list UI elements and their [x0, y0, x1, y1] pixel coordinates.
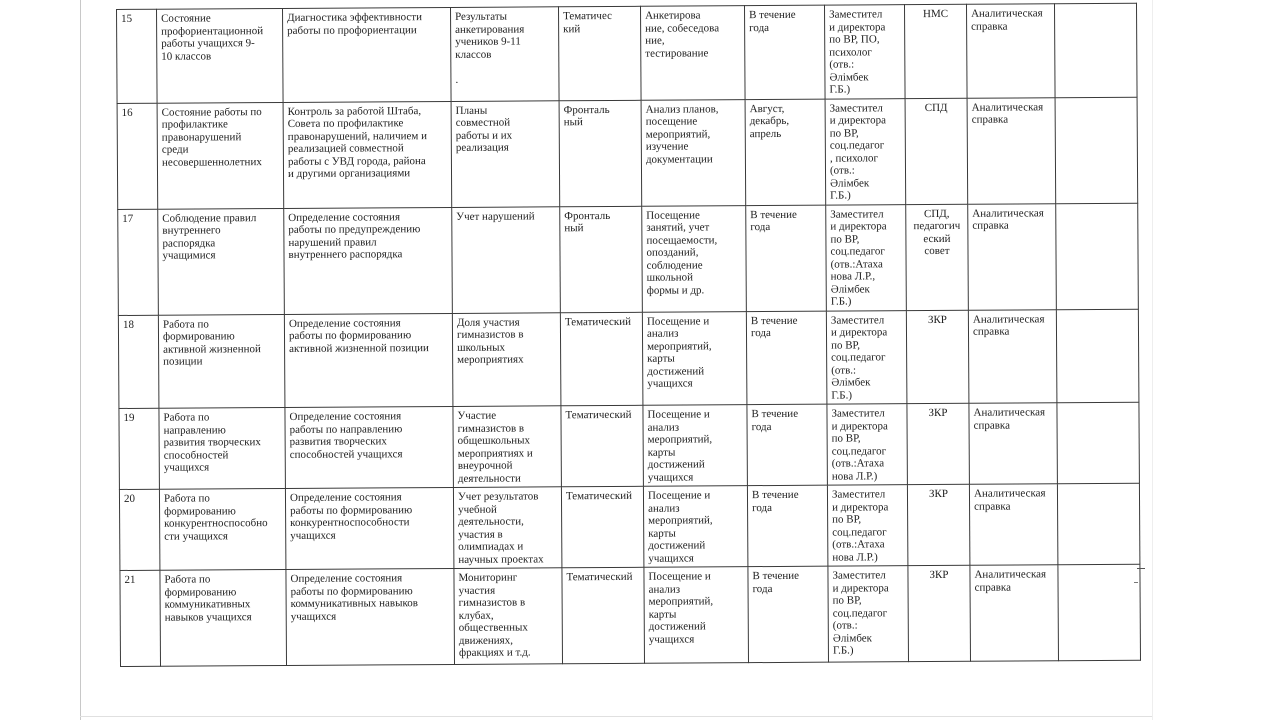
table-body [117, 3, 1141, 666]
row-number: 17 [118, 209, 159, 315]
review-place: СПД, педагогич еский совет [906, 204, 969, 310]
control-note [1058, 564, 1141, 660]
control-timing: Август, декабрь, апрель [745, 99, 826, 205]
table-row [118, 309, 1139, 409]
control-object: Доля участия гимназистов в школьных мероприятиях [452, 312, 561, 406]
control-result: Аналитическая справка [970, 565, 1059, 662]
control-note [1057, 402, 1139, 483]
control-note [1055, 97, 1138, 203]
control-object: Учет нарушений [452, 206, 561, 313]
control-methods: Посещение и анализ мероприятий, карты достижений учащихся [642, 311, 747, 405]
control-note [1057, 483, 1139, 564]
control-methods: Посещение занятий, учет посещаемости, опозданий, соблюдение школьной формы и др. [642, 205, 747, 312]
control-timing: В течение года [746, 311, 827, 405]
control-type: Фронталь ный [560, 206, 643, 312]
control-result: Аналитическая справка [968, 309, 1057, 403]
control-methods: Посещение и анализ мероприятий, карты достижений учащихся [643, 486, 747, 568]
control-responsible: Заместител и директора по ВР, ПО, психолог (отв.: Әлімбек Г.Б.) [824, 5, 905, 99]
control-object: Учет результатов учебной деятельности, участия в олимпиадах и научных проектах [453, 487, 561, 569]
table-row [119, 483, 1139, 570]
control-responsible: Заместител и директора по ВР, соц.педагог , психолог (отв.: Әлімбек Г.Б.) [825, 98, 906, 204]
control-result: Аналитическая справка [967, 97, 1056, 204]
control-note [1056, 203, 1139, 309]
control-subject: Работа по направлению развития творческих способностей учащихся [159, 407, 285, 489]
review-place: ЗКР [907, 403, 969, 484]
control-goal: Определение состояния работы по предупреждению нарушений правил внутреннего распорядка [284, 207, 453, 314]
control-type: Тематический [561, 486, 643, 567]
scan-right-edge [1152, 0, 1153, 720]
control-plan-table [116, 3, 1141, 667]
control-subject: Работа по формированию активной жизненной позиции [158, 314, 285, 408]
control-timing: В течение года [746, 205, 827, 311]
control-timing: В течение года [747, 485, 827, 566]
control-object: Результаты анкетирования учеников 9-11 классов . [450, 7, 559, 101]
control-object: Мониторинг участия гимназистов в клубах, общественных движениях, фракциях и т.д. [454, 568, 563, 665]
table-row [118, 203, 1139, 315]
control-note [1056, 309, 1139, 403]
row-number: 18 [118, 315, 159, 409]
control-object: Участие гимназистов в общешкольных мероприятиях и внеурочной деятельности [453, 406, 561, 488]
control-timing: В течение года [748, 566, 829, 662]
row-number: 16 [117, 103, 158, 209]
control-methods: Посещение и анализ мероприятий, карты достижений учащихся [643, 405, 747, 487]
control-type: Фронталь ный [559, 100, 642, 206]
control-result: Аналитическая справка [969, 484, 1057, 566]
control-methods: Анализ планов, посещение мероприятий, изучение документации [641, 99, 746, 206]
control-subject: Работа по формированию конкурентноспособно сти учащихся [159, 488, 285, 570]
control-goal: Определение состояния работы по формированию конкурентноспособности учащихся [285, 487, 453, 569]
control-subject: Работа по формированию коммуникативных навыков учащихся [160, 569, 287, 666]
control-subject: Состояние профориентационной работы учащихся 9- 10 классов [157, 8, 284, 102]
control-methods: Посещение и анализ мероприятий, карты достижений учащихся [644, 567, 749, 664]
control-responsible: Заместител и директора по ВР, соц.педагог (отв.:Атаха нова Л.Р.) [827, 404, 907, 485]
control-subject: Соблюдение правил внутреннего распорядка учащимися [158, 208, 285, 315]
control-timing: В течение года [747, 404, 827, 485]
scan-left-margin [0, 0, 81, 720]
table-row [117, 3, 1138, 103]
scan-artifact [1137, 568, 1145, 569]
review-place: НМС [904, 4, 967, 98]
control-goal: Определение состояния работы по направлению развития творческих способностей учащихся [285, 406, 453, 488]
row-number: 21 [120, 570, 161, 666]
table-row [120, 564, 1141, 666]
control-type: Тематический [560, 312, 643, 406]
row-number: 19 [119, 408, 159, 489]
review-place: СПД [905, 98, 968, 204]
control-responsible: Заместител и директора по ВР, соц.педагог (отв.:Атаха нова Л.Р.) [827, 485, 907, 566]
row-number: 15 [117, 9, 158, 103]
control-goal: Определение состояния работы по формированию активной жизненной позиции [284, 313, 453, 408]
control-responsible: Заместител и директора по ВР, соц.педагог (отв.: Әлімбек Г.Б.) [828, 566, 909, 662]
control-result: Аналитическая справка [966, 4, 1055, 98]
control-subject: Состояние работы по профилактике правонарушений среди несовершеннолетних [157, 102, 284, 209]
control-result: Аналитическая справка [968, 203, 1057, 310]
control-type: Тематический [562, 567, 645, 663]
row-number: 20 [119, 489, 159, 570]
control-note [1054, 3, 1137, 97]
scan-artifact [1134, 582, 1138, 583]
review-place: ЗКР [906, 310, 969, 404]
review-place: ЗКР [908, 565, 971, 661]
table-row [119, 402, 1139, 489]
control-result: Аналитическая справка [969, 403, 1057, 485]
control-goal: Контроль за работой Штаба, Совета по профилактике правонарушений, наличием и реализацией совместной работы с УВД города, района и другими организациями [283, 101, 452, 208]
control-goal: Диагностика эффективности работы по профориентации [282, 7, 451, 102]
table-row [117, 97, 1138, 209]
review-place: ЗКР [907, 484, 969, 565]
control-responsible: Заместител и директора по ВР, соц.педагог (отв.: Әлімбек Г.Б.) [826, 310, 907, 404]
control-responsible: Заместител и директора по ВР, соц.педагог (отв.:Атаха нова Л.Р., Әлімбек Г.Б.) [826, 204, 907, 310]
control-type: Тематичес кий [558, 6, 641, 100]
control-methods: Анкетирова ние, собеседова ние, тестирование [640, 6, 745, 100]
control-type: Тематический [561, 405, 643, 486]
control-goal: Определение состояния работы по формированию коммуникативных навыков учащихся [286, 568, 455, 665]
control-object: Планы совместной работы и их реализация [451, 100, 560, 207]
scan-bottom-edge [80, 716, 1152, 717]
control-timing: В течение года [744, 5, 825, 99]
